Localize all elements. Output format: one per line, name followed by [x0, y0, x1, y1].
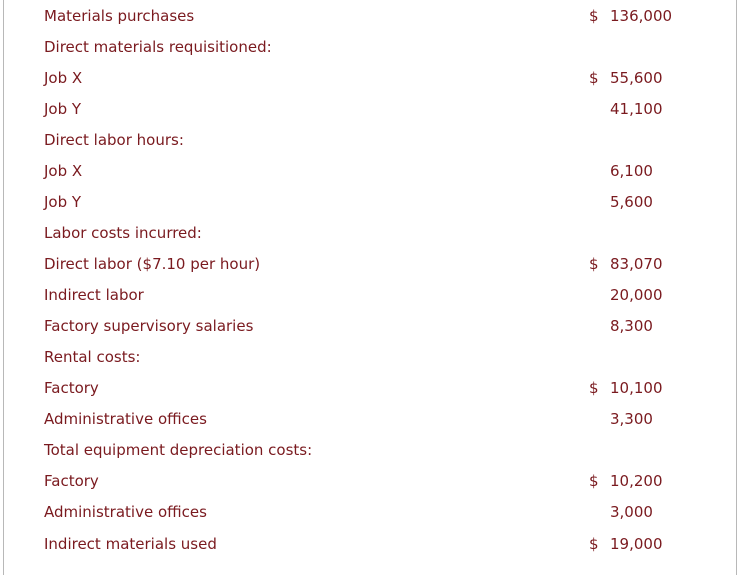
row-amount: 41,100 [610, 99, 663, 118]
table-row [4, 496, 738, 527]
row-label: Indirect materials used [44, 534, 217, 553]
table-row [4, 465, 738, 496]
row-label: Factory [44, 378, 99, 397]
table-row [4, 248, 738, 279]
currency-sign: $ [589, 534, 599, 553]
row-label: Rental costs: [44, 347, 141, 366]
cost-data-table [3, 0, 737, 575]
currency-sign: $ [589, 378, 599, 397]
table-row [4, 528, 738, 559]
table-row [4, 186, 738, 217]
table-row [4, 434, 738, 465]
table-row [4, 341, 738, 372]
table-row [4, 124, 738, 155]
row-amount: 136,000 [610, 6, 673, 25]
table-row [4, 155, 738, 186]
table-row [4, 403, 738, 434]
row-label: Job X [44, 161, 83, 180]
row-label: Job X [44, 68, 83, 87]
row-amount: 10,100 [610, 378, 663, 397]
row-amount: 55,600 [610, 68, 663, 87]
row-amount: 19,000 [610, 534, 663, 553]
row-amount: 20,000 [610, 285, 663, 304]
row-label: Direct materials requisitioned: [44, 37, 272, 56]
row-label: Direct labor ($7.10 per hour) [44, 254, 261, 273]
row-label: Job Y [44, 99, 82, 118]
table-row [4, 279, 738, 310]
table-row [4, 0, 738, 31]
currency-sign: $ [589, 254, 599, 273]
row-label: Factory supervisory salaries [44, 316, 254, 335]
row-label: Administrative offices [44, 502, 207, 521]
row-label: Total equipment depreciation costs: [44, 440, 313, 459]
currency-sign: $ [589, 6, 599, 25]
table-row [4, 31, 738, 62]
row-label: Factory [44, 471, 99, 490]
table-row [4, 93, 738, 124]
row-label: Job Y [44, 192, 82, 211]
row-amount: 83,070 [610, 254, 663, 273]
row-amount: 3,000 [610, 502, 653, 521]
table-row [4, 372, 738, 403]
table-row [4, 310, 738, 341]
row-amount: 10,200 [610, 471, 663, 490]
row-label: Administrative offices [44, 409, 207, 428]
row-label: Indirect labor [44, 285, 144, 304]
currency-sign: $ [589, 471, 599, 490]
table-row [4, 217, 738, 248]
row-amount: 3,300 [610, 409, 653, 428]
row-amount: 6,100 [610, 161, 653, 180]
row-amount: 8,300 [610, 316, 653, 335]
row-label: Materials purchases [44, 6, 195, 25]
table-row [4, 62, 738, 93]
currency-sign: $ [589, 68, 599, 87]
row-label: Labor costs incurred: [44, 223, 202, 242]
row-amount: 5,600 [610, 192, 653, 211]
row-label: Direct labor hours: [44, 130, 184, 149]
